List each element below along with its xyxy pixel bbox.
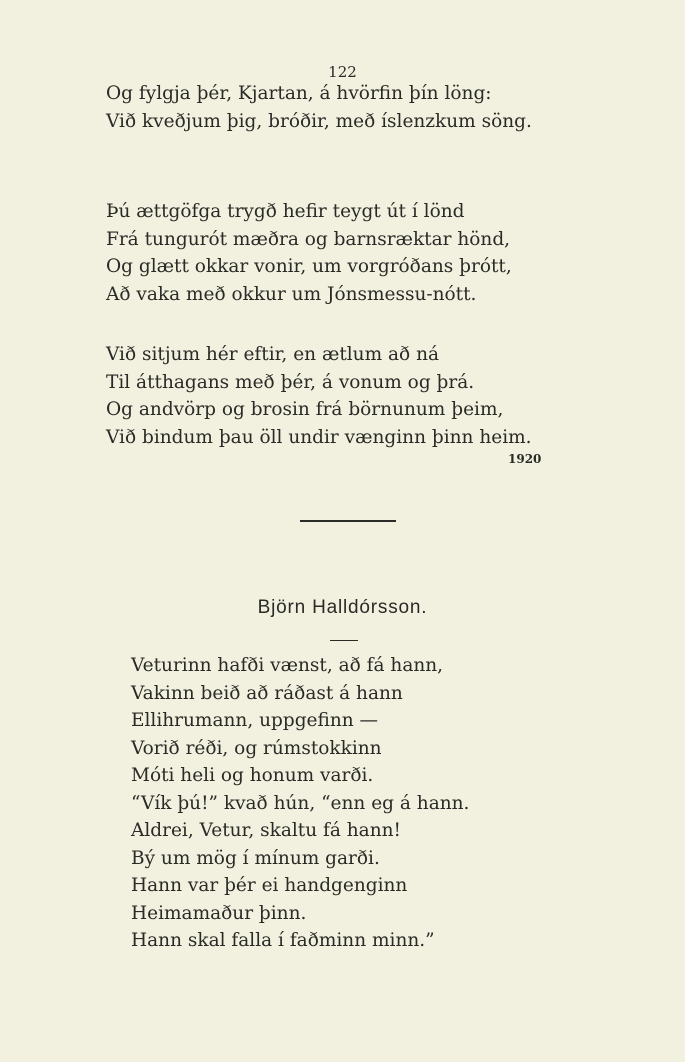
section-divider <box>300 520 396 522</box>
stanza-2 <box>106 198 512 308</box>
verse-line: Vorið réði, og rúmstokkinn <box>131 737 382 759</box>
poem-title: Björn Halldórsson. <box>257 597 428 618</box>
stanza-1 <box>106 80 532 135</box>
stanza-3 <box>106 341 532 451</box>
verse-line: Við kveðjum þig, bróðir, með íslenzkum söng. <box>106 110 532 132</box>
stanza-poem2 <box>131 652 469 955</box>
verse-line: Móti heli og honum varði. <box>131 765 374 786</box>
verse-line: “Vík þú!” kvað hún, “enn eg á hann. <box>131 792 470 814</box>
verse-line: Veturinn hafði vænst, að fá hann, <box>131 655 444 676</box>
verse-line: Vakinn beið að ráðast á hann <box>131 682 403 704</box>
verse-line: Hann var þér ei handgenginn <box>131 875 408 896</box>
verse-line: Að vaka með okkur um Jónsmessu-nótt. <box>106 283 477 305</box>
verse-line: Aldrei, Vetur, skaltu fá hann! <box>131 820 401 841</box>
verse-line: Bý um mög í mínum garði. <box>131 847 380 869</box>
verse-line: Frá tungurót mæðra og barnsræktar hönd, <box>106 228 511 250</box>
verse-line: Og andvörp og brosin frá börnunum þeim, <box>106 399 504 420</box>
verse-line: Hann skal falla í faðminn minn.” <box>131 930 435 951</box>
poem-year: 1920 <box>508 452 542 466</box>
title-underline <box>330 640 358 641</box>
verse-line: Við sitjum hér eftir, en ætlum að ná <box>106 344 440 365</box>
verse-line: Heimamaður þinn. <box>131 902 307 924</box>
page-number: 122 <box>328 63 357 81</box>
verse-line: Og fylgja þér, Kjartan, á hvörfin þín löng: <box>106 83 492 104</box>
verse-line: Við bindum þau öll undir vænginn þinn heim. <box>106 426 532 448</box>
verse-line: Þú ættgöfga trygð hefir teygt út í lönd <box>106 201 465 222</box>
verse-line: Ellihrumann, uppgefinn — <box>131 710 379 731</box>
verse-line: Og glætt okkar vonir, um vorgróðans þrótt, <box>106 256 512 277</box>
verse-line: Til átthagans með þér, á vonum og þrá. <box>106 371 475 393</box>
